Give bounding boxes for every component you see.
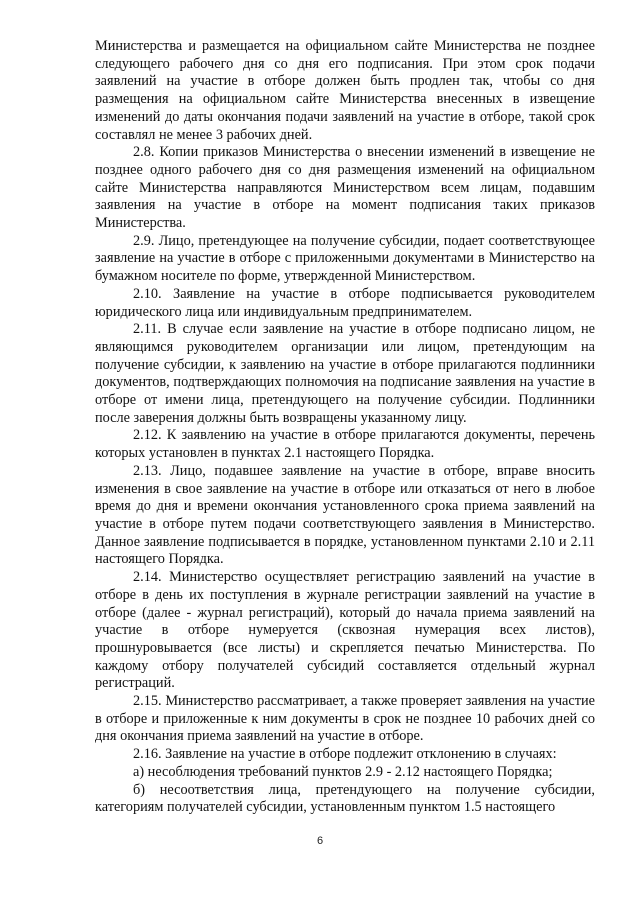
paragraph-2-10: 2.10. Заявление на участие в отборе подписывается руководителем юридического лица или индивидуальным предпринимателем. — [95, 285, 595, 320]
paragraph-2-11: 2.11. В случае если заявление на участие в отборе подписано лицом, не являющимся руководителем организации или лицом, претендующим на получение субсидии, к заявлению на участие в отборе прилагаются подлинники документов, подтверждающих полномочия на подписание заявления на участие в отборе от имени лица, претендующего на получение субсидии. Подлинники после заверения должны быть возвращены указанному лицу. — [95, 321, 595, 426]
document-body — [95, 38, 595, 817]
paragraph-continuation: Министерства и размещается на официальном сайте Министерства не позднее следующего рабочего дня со дня его подписания. При этом срок подачи заявлений на участие в отборе должен быть продлен так, чтобы со дня размещения на официальном сайте Министерства внесенных в извещение изменений до даты окончания подачи заявлений на участие в отборе, такой срок составлял не менее 3 рабочих дней. — [95, 38, 595, 143]
list-item-b: б) несоответствия лица, претендующего на получение субсидии, категориям получателей субсидии, установленным пунктом 1.5 настоящего — [95, 781, 595, 816]
paragraph-2-15: 2.15. Министерство рассматривает, а также проверяет заявления на участие в отборе и приложенные к ним документы в срок не позднее 10 рабочих дней со дня окончания приема заявлений на участие в отборе. — [95, 693, 595, 745]
paragraph-2-13: 2.13. Лицо, подавшее заявление на участие в отборе, вправе вносить изменения в свое заявление на участие в отборе или отказаться от него в любое время до дня и времени окончания установленного срока приема заявлений на участие в отборе путем подачи соответствующего заявления в Министерство. Данное заявление подписывается в порядке, установленном пунктами 2.10 и 2.11 настоящего Порядка. — [95, 462, 595, 568]
paragraph-2-14: 2.14. Министерство осуществляет регистрацию заявлений на участие в отборе в день их поступления в журнале регистрации заявлений на участие в отборе (далее - журнал регистраций), который до начала приема заявлений на участие в отборе нумеруется (сквозная нумерация всех листов), прошнуровывается (все листы) и скрепляется печатью Министерства. По каждому отбору получателей субсидий составляется отдельный журнал регистраций. — [95, 569, 595, 692]
paragraph-2-12: 2.12. К заявлению на участие в отборе прилагаются документы, перечень которых установлен в пунктах 2.1 настоящего Порядка. — [95, 427, 595, 462]
paragraph-2-16: 2.16. Заявление на участие в отборе подлежит отклонению в случаях: — [133, 746, 557, 763]
paragraph-2-9: 2.9. Лицо, претендующее на получение субсидии, подает соответствующее заявление на участие в отборе с приложенными документами в Министерство на бумажном носителе по форме, утвержденной Министерством. — [95, 232, 595, 285]
page-number: 6 — [316, 835, 324, 847]
paragraph-2-8: 2.8. Копии приказов Министерства о внесении изменений в извещение не позднее одного рабочего дня со дня размещения изменений на официальном сайте Министерства направляются Министерством всем лицам, подавшим заявления на участие в отборе на момент подписания таких приказов Министерства. — [95, 144, 595, 232]
list-item-a: а) несоблюдения требований пунктов 2.9 - 2.12 настоящего Порядка; — [133, 763, 553, 780]
